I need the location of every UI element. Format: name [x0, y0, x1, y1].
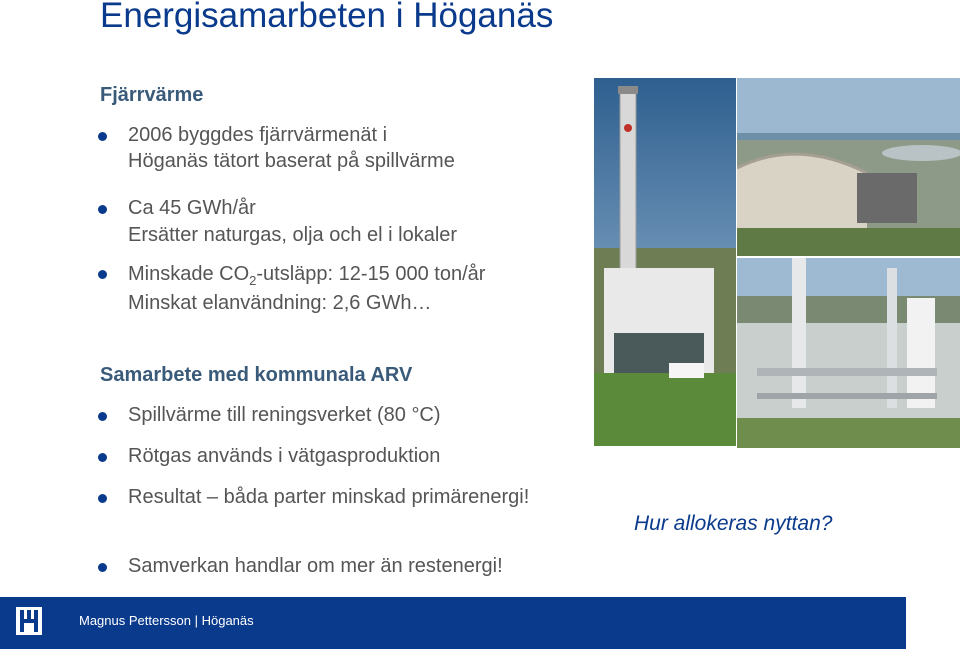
- bullet-text: Rötgas används i vätgasproduktion: [128, 445, 441, 467]
- bullet-text: Resultat – båda parter minskad primärenergi!: [128, 486, 530, 508]
- bullet-icon: [98, 453, 107, 462]
- bullet-text: Ca 45 GWh/år: [128, 197, 256, 219]
- slide-title: Energisamarbeten i Höganäs: [100, 0, 554, 35]
- bullet-text-continued: Ersätter naturgas, olja och el i lokaler: [128, 224, 458, 246]
- hoganas-logo-icon: [16, 607, 42, 635]
- treatment-plant-photo: [737, 78, 960, 256]
- bullet-text: 2006 byggdes fjärrvärmenät i: [128, 124, 388, 146]
- bullet-icon: [98, 132, 107, 141]
- hydrogen-plant-photo: [737, 258, 960, 448]
- bullet-text: Spillvärme till reningsverket (80 °C): [128, 404, 441, 426]
- bullet-icon: [98, 205, 107, 214]
- chimney-plant-photo: [594, 78, 736, 446]
- bullet-icon: [98, 494, 107, 503]
- bullet-icon: [98, 563, 107, 572]
- bullet-icon: [98, 412, 107, 421]
- question-text: Hur allokeras nyttan?: [634, 512, 833, 535]
- bullet-icon: [98, 270, 107, 279]
- section-heading-fjarrvarme: Fjärrvärme: [100, 84, 204, 106]
- section-heading-arv: Samarbete med kommunala ARV: [100, 364, 413, 386]
- bullet-text-continued: Höganäs tätort baserat på spillvärme: [128, 150, 455, 172]
- footer-text: Magnus Pettersson | Höganäs: [79, 613, 254, 628]
- bullet-text-co2: Minskade $CO_2$-utsläpp: 12-15 000 ton/år: [128, 263, 486, 288]
- bullet-text-continued: Minskat elanvändning: 2,6 GWh…: [128, 292, 432, 314]
- bullet-text: Samverkan handlar om mer än restenergi!: [128, 555, 503, 577]
